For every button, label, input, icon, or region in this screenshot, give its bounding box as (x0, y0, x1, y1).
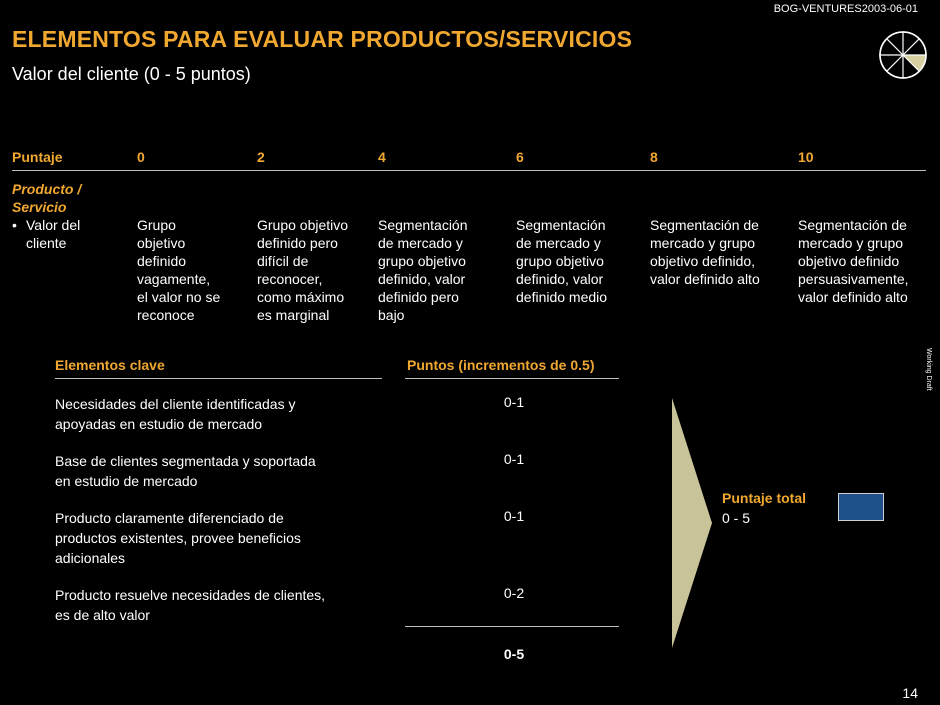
key-element-2: Base de clientes segmentada y soportada en estudio de mercado (55, 453, 316, 489)
total-points: 0-5 (503, 646, 525, 662)
chevron-arrow-icon (672, 398, 712, 648)
description-8: Segmentación de mercado y grupo objetivo definido, valor definido alto (650, 217, 760, 287)
score-8: 8 (650, 149, 658, 165)
key-element-1: Necesidades del cliente identificadas y apoyadas en estudio de mercado (55, 396, 296, 432)
page-subtitle: Valor del cliente (0 - 5 puntos) (12, 64, 251, 84)
key-element-1-points: 0-1 (503, 394, 525, 410)
description-0: Grupo objetivo definido vagamente, el valor no se reconoce (137, 217, 221, 323)
total-score-range: 0 - 5 (722, 510, 751, 526)
key-elements-header: Elementos clave (55, 357, 165, 373)
row-label: Valor del cliente (26, 217, 81, 251)
total-score-label: Puntaje total (722, 490, 807, 506)
row-bullet: • (12, 217, 17, 233)
score-label: Puntaje (12, 149, 63, 165)
description-10: Segmentación de mercado y grupo objetivo definido persuasivamente, valor definido alto (798, 217, 909, 305)
total-points-divider (405, 626, 619, 627)
page-title: ELEMENTOS PARA EVALUAR PRODUCTOS/SERVICIOS (12, 26, 633, 52)
key-element-4-points: 0-2 (503, 585, 525, 601)
key-element-3: Producto claramente diferenciado de productos existentes, provee beneficios adicionales (55, 510, 301, 566)
points-divider (405, 378, 619, 379)
description-6: Segmentación de mercado y grupo objetivo definido, valor definido medio (516, 217, 608, 305)
score-4: 4 (378, 149, 386, 165)
progress-wheel-icon (878, 30, 928, 80)
key-elements-divider (55, 378, 382, 379)
score-2: 2 (257, 149, 265, 165)
key-element-4: Producto resuelve necesidades de clientes, es de alto valor (55, 587, 326, 623)
description-2: Grupo objetivo definido pero difícil de reconocer, como máximo es marginal (257, 217, 349, 323)
key-element-3-points: 0-1 (503, 508, 525, 524)
working-draft-label: Working Draft (925, 348, 932, 391)
page-number: 14 (902, 685, 918, 701)
key-element-2-points: 0-1 (503, 451, 525, 467)
score-6: 6 (516, 149, 524, 165)
document-code: BOG-VENTURES2003-06-01 (773, 3, 918, 15)
description-4: Segmentación de mercado y grupo objetivo definido, valor definido pero bajo (378, 217, 468, 323)
score-0: 0 (137, 149, 145, 165)
score-10: 10 (798, 149, 814, 165)
points-header: Puntos (incrementos de 0.5) (407, 357, 595, 373)
product-label: Producto / Servicio (12, 181, 82, 215)
header-divider (12, 170, 926, 171)
total-score-box[interactable] (838, 493, 884, 521)
